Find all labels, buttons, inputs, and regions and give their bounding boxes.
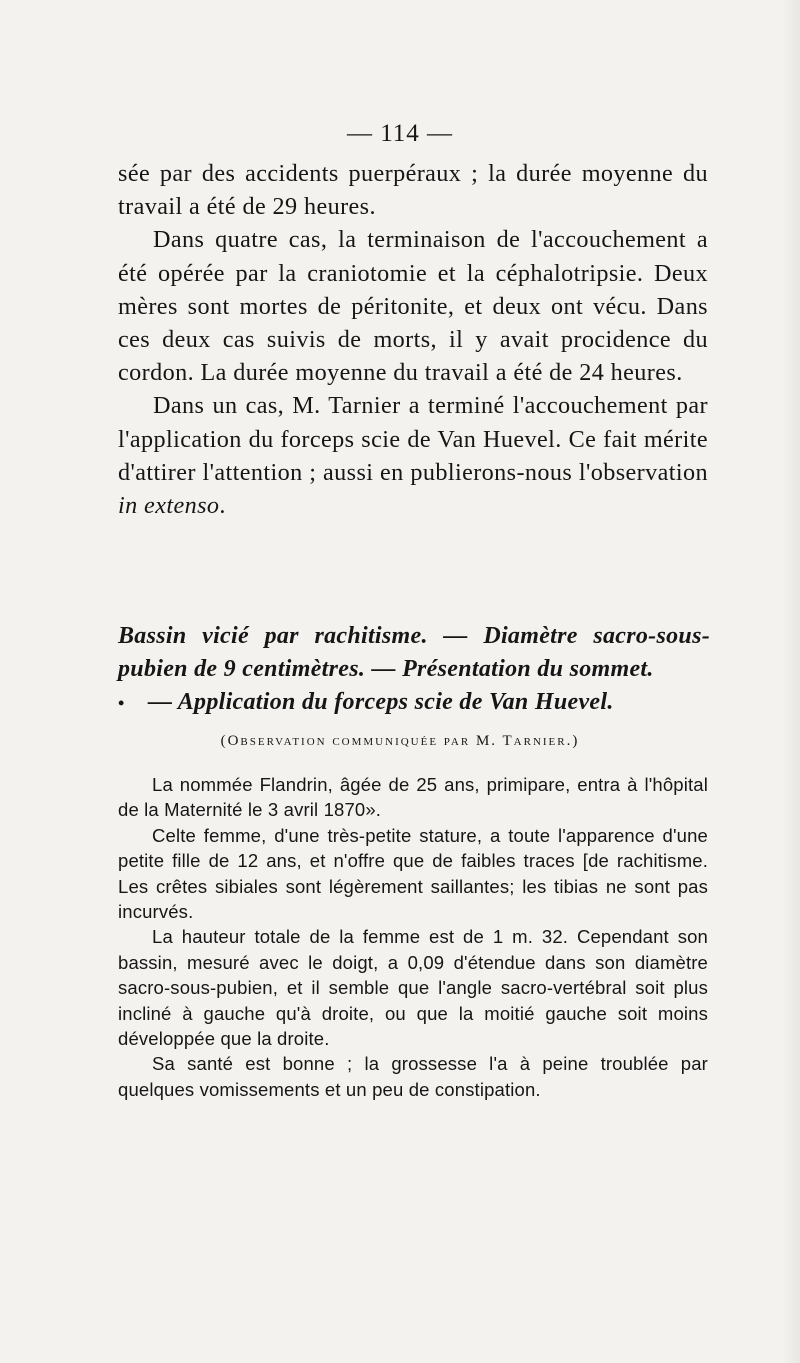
paragraph-3 (118, 389, 708, 522)
paragraph-3-text: Dans un cas, M. Tarnier a terminé l'accouchement par l'application du forceps scie de Van Huevel. Ce fait mérite d'attirer l'attention ; aussi en publierons-nous l'observation (118, 392, 708, 486)
paragraph-1: sée par des accidents puerpéraux ; la durée moyenne du travail a été de 29 heures. (118, 160, 708, 221)
observation-paragraph-4: Sa santé est bonne ; la grossesse l'a à peine troublée par quelques vomissements et un peu de constipation. (118, 1053, 708, 1100)
observation-paragraph-2: Celte femme, d'une très-petite stature, a toute l'apparence d'une petite fille de 12 ans, et n'offre que de faibles traces [de rachitisme. Les crêtes sibiales sont légèrement saillantes; les tibias ne sont pas incurvés. (118, 824, 708, 923)
observation-text (118, 772, 708, 1102)
body-text (118, 157, 708, 522)
observation-title (118, 620, 710, 720)
paragraph-3-italic: in extenso (118, 492, 220, 520)
observation-title-line-1: Bassin vicié par rachitisme. — Diamètre sacro-sous-pubien de 9 centimètres. — Présentation du sommet. (118, 623, 710, 682)
observation-attribution: (Observation communiquée par M. Tarnier.) (220, 733, 580, 749)
page-edge-shadow (782, 0, 800, 1363)
observation-title-line-2: • — Application du forceps scie de Van Huevel. (118, 686, 710, 720)
paragraph-2: Dans quatre cas, la terminaison de l'accouchement a été opérée par la craniotomie et la céphalotripsie. Deux mères sont mortes de péritonite, et deux ont vécu. Dans ces deux cas suivis de morts, il y avait procidence du cordon. La durée moyenne du travail a été de 24 heures. (118, 226, 708, 387)
page-number: — 114 — (346, 120, 454, 147)
observation-paragraph-1: La nommée Flandrin, âgée de 25 ans, primipare, entra à l'hôpital de la Maternité le 3 avril 1870». (118, 774, 708, 821)
paragraph-3-end: . (219, 492, 226, 520)
observation-paragraph-3: La hauteur totale de la femme est de 1 m. 32. Cependant son bassin, mesuré avec le doigt, a 0,09 d'étendue dans son diamètre sacro-sous-pubien, et il semble que l'angle sacro-vertébral soit plus incliné à gauche qu'à droite, ou que la moitié gauche soit moins développée que la droite. (118, 926, 708, 1050)
bullet-mark: • (118, 693, 125, 713)
